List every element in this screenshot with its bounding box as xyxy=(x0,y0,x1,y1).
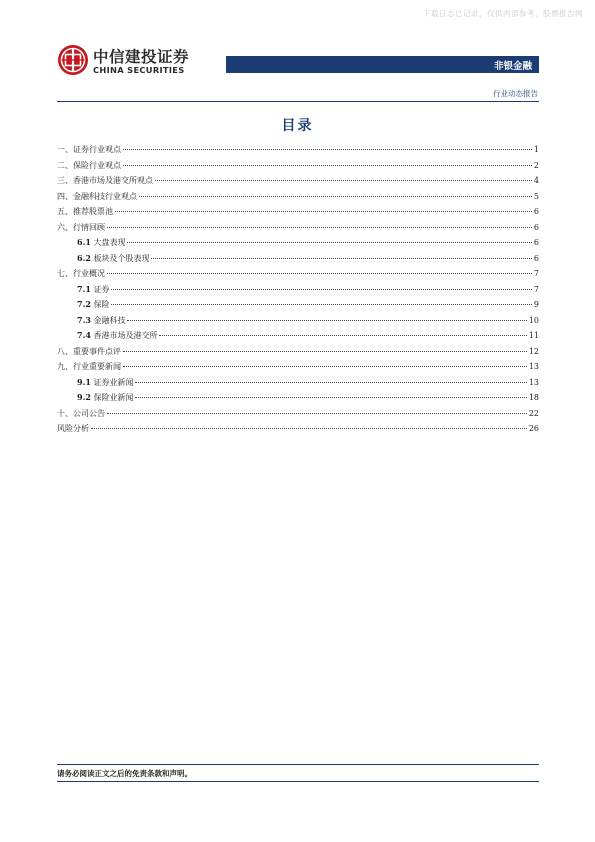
toc-entry-page: 13 xyxy=(528,362,539,371)
toc-dot-leader xyxy=(111,304,531,305)
toc-entry-text: 保险 xyxy=(93,300,110,309)
toc-entry[interactable] xyxy=(57,344,539,360)
toc-entry-text: 金融科技 xyxy=(93,315,126,325)
toc-entry-number: 7.3 xyxy=(77,314,91,325)
toc-entry-label xyxy=(57,359,122,375)
toc-entry-text: 八、重要事件点评 xyxy=(57,346,121,356)
toc-dot-leader xyxy=(127,320,526,321)
toc-entry-number: 9.2 xyxy=(77,392,91,402)
toc-entry[interactable] xyxy=(57,142,539,158)
toc-entry-label xyxy=(57,204,114,220)
toc-entry-page: 6 xyxy=(533,253,539,263)
toc-entry[interactable] xyxy=(57,266,539,282)
sector-label: 非银金融 xyxy=(493,61,532,72)
toc-entry-label xyxy=(57,189,138,205)
report-type: 行业动态报告 xyxy=(493,89,538,98)
toc-entry-number: 7.1 xyxy=(77,283,91,294)
toc-entry[interactable] xyxy=(57,313,539,329)
toc-entry[interactable] xyxy=(57,282,539,298)
toc-entry[interactable] xyxy=(57,406,539,422)
toc-entry-label xyxy=(77,251,150,267)
toc-entry-text: 九、行业重要新闻 xyxy=(57,362,121,371)
toc-entry-text: 十、公司公告 xyxy=(57,408,105,418)
toc-dot-leader xyxy=(111,289,531,290)
toc-entry-page: 5 xyxy=(533,191,539,201)
toc-dot-leader xyxy=(135,397,526,398)
toc-entry-page: 11 xyxy=(528,331,539,340)
toc-entry-page: 1 xyxy=(533,145,539,154)
toc-entry-label xyxy=(77,297,110,313)
toc-entry-page: 22 xyxy=(528,408,539,418)
toc-dot-leader xyxy=(135,382,526,383)
toc-entry-label xyxy=(77,282,110,298)
toc-entry[interactable] xyxy=(57,297,539,313)
toc-entry-text: 四、金融科技行业观点 xyxy=(57,191,137,201)
brand-name-en: CHINA SECURITIES xyxy=(93,65,185,75)
toc-entry-page: 7 xyxy=(533,284,539,294)
toc-entry-page: 6 xyxy=(533,238,539,247)
toc-dot-leader xyxy=(139,196,532,197)
toc-entry-label xyxy=(57,158,122,174)
toc-entry-page: 2 xyxy=(533,160,539,170)
toc-entry[interactable] xyxy=(57,251,539,267)
toc-entry[interactable] xyxy=(57,328,539,344)
toc-entry-label xyxy=(77,375,134,391)
toc-entry[interactable] xyxy=(57,204,539,220)
toc-entry-page: 6 xyxy=(533,207,539,216)
toc-entry-text: 风险分析 xyxy=(57,424,89,433)
toc-entry-label xyxy=(57,266,106,282)
toc-entry[interactable] xyxy=(57,189,539,205)
toc-dot-leader xyxy=(151,258,531,259)
toc-entry-page: 7 xyxy=(533,269,539,278)
toc-dot-leader xyxy=(127,242,531,243)
toc-entry-number: 6.1 xyxy=(77,237,91,247)
brand-name-cn: 中信建投证券 xyxy=(93,48,190,66)
toc-entry-text: 五、推荐股票池 xyxy=(57,207,113,216)
header-bar xyxy=(226,56,539,73)
toc-entry-page: 6 xyxy=(533,222,539,232)
toc-entry-text: 证券 xyxy=(93,284,110,294)
toc-entry-label xyxy=(57,220,106,236)
toc-entry[interactable] xyxy=(57,173,539,189)
toc-entry-page: 9 xyxy=(533,300,539,309)
toc-title: 目录 xyxy=(281,118,314,134)
toc-entry-text: 六、行情回顾 xyxy=(57,222,105,232)
toc-entry[interactable] xyxy=(57,375,539,391)
toc-entry-number: 9.1 xyxy=(77,376,91,387)
table-of-contents xyxy=(57,142,539,437)
toc-dot-leader xyxy=(123,165,532,166)
toc-entry-text: 大盘表现 xyxy=(93,238,126,247)
toc-entry-text: 证券业新闻 xyxy=(93,377,134,387)
header-divider xyxy=(57,101,539,102)
toc-entry-label xyxy=(77,313,126,329)
toc-entry-label xyxy=(57,344,122,360)
toc-dot-leader xyxy=(159,335,526,336)
toc-dot-leader xyxy=(115,211,532,212)
toc-entry-page: 13 xyxy=(528,377,539,387)
toc-entry[interactable] xyxy=(57,390,539,406)
china-securities-logo-icon xyxy=(57,44,89,76)
toc-entry-page: 4 xyxy=(533,176,539,185)
toc-entry-number: 7.2 xyxy=(77,299,91,309)
toc-dot-leader xyxy=(123,366,527,367)
toc-entry[interactable] xyxy=(57,235,539,251)
toc-entry-text: 一、证券行业观点 xyxy=(57,145,121,154)
toc-entry-label xyxy=(57,421,90,437)
toc-dot-leader xyxy=(123,351,527,352)
toc-dot-leader xyxy=(123,149,532,150)
toc-entry-page: 12 xyxy=(528,346,539,356)
toc-entry[interactable] xyxy=(57,421,539,437)
brand-logo xyxy=(57,44,217,78)
toc-entry[interactable] xyxy=(57,359,539,375)
toc-entry-label xyxy=(57,173,154,189)
toc-entry-text: 香港市场及港交所 xyxy=(93,331,158,340)
toc-entry-page: 10 xyxy=(528,315,539,325)
toc-entry-label xyxy=(77,390,134,406)
toc-entry-number: 7.4 xyxy=(77,330,91,340)
toc-dot-leader xyxy=(91,428,527,429)
watermark-text: 下载日志已记录，仅供内部参考，股票报告网 xyxy=(423,9,583,18)
toc-entry-label xyxy=(77,328,158,344)
toc-entry-text: 保险业新闻 xyxy=(93,393,134,402)
toc-entry-text: 板块及个股表现 xyxy=(93,253,150,263)
toc-entry-text: 七、行业概况 xyxy=(57,269,105,278)
toc-entry-page: 18 xyxy=(528,393,539,402)
toc-entry-number: 6.2 xyxy=(77,252,91,263)
footer-disclaimer: 请务必阅读正文之后的免责条款和声明。 xyxy=(57,769,192,778)
footer-divider-bottom xyxy=(57,781,539,782)
toc-entry-label xyxy=(77,235,126,251)
toc-dot-leader xyxy=(155,180,532,181)
toc-entry[interactable] xyxy=(57,220,539,236)
footer-divider-top xyxy=(57,764,539,765)
toc-entry-label xyxy=(57,406,106,422)
toc-entry-text: 三、香港市场及港交所观点 xyxy=(57,176,153,185)
toc-entry-label xyxy=(57,142,122,158)
toc-entry-page: 26 xyxy=(528,424,539,433)
toc-dot-leader xyxy=(107,227,532,228)
toc-dot-leader xyxy=(107,273,532,274)
toc-dot-leader xyxy=(107,413,527,414)
toc-entry[interactable] xyxy=(57,158,539,174)
toc-entry-text: 二、保险行业观点 xyxy=(57,160,121,170)
